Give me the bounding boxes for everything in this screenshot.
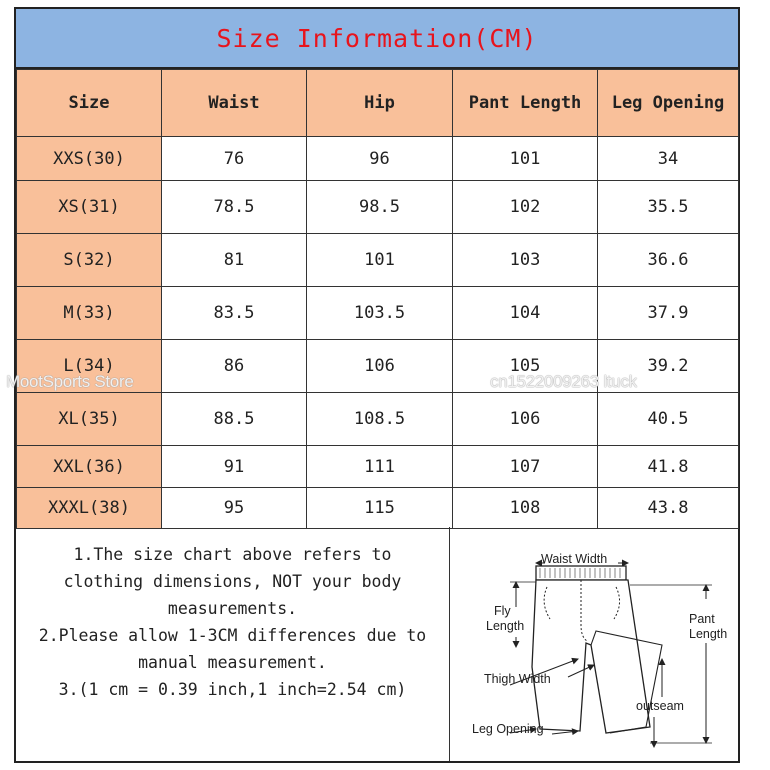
leg-opening-label: Leg Opening — [472, 722, 544, 736]
header-pant-length: Pant Length — [453, 70, 598, 137]
note-3: 3.(1 cm = 0.39 inch,1 inch=2.54 cm) — [58, 680, 407, 699]
header-leg-opening: Leg Opening — [598, 70, 739, 137]
size-cell: XS(31) — [17, 181, 162, 234]
size-cell: M(33) — [17, 287, 162, 340]
table-row — [17, 234, 739, 287]
hip-cell: 108.5 — [307, 393, 453, 446]
leg-opening-cell: 36.6 — [598, 234, 739, 287]
pant-length-cell: 105 — [453, 340, 598, 393]
hip-cell: 101 — [307, 234, 453, 287]
table-row — [17, 446, 739, 488]
header-row — [17, 70, 739, 137]
hip-cell: 115 — [307, 488, 453, 529]
waist-cell: 86 — [162, 340, 307, 393]
pant-length-cell: 101 — [453, 137, 598, 181]
size-cell: XL(35) — [17, 393, 162, 446]
header-size: Size — [17, 70, 162, 137]
waist-cell: 76 — [162, 137, 307, 181]
hip-cell: 98.5 — [307, 181, 453, 234]
watermark-right: cn1522009263 ltuck — [490, 372, 637, 391]
waist-cell: 83.5 — [162, 287, 307, 340]
hip-cell: 106 — [307, 340, 453, 393]
pants-diagram-svg — [450, 527, 738, 761]
pants-outline — [532, 580, 650, 733]
table-row — [17, 287, 739, 340]
size-cell: S(32) — [17, 234, 162, 287]
waistband-shape — [536, 566, 626, 580]
fly-length-label-1: Fly — [494, 604, 511, 618]
size-cell: XXS(30) — [17, 137, 162, 181]
leg-opening-cell: 35.5 — [598, 181, 739, 234]
watermark-left: MootSports Store — [6, 372, 134, 391]
header-hip: Hip — [307, 70, 453, 137]
pant-length-cell: 106 — [453, 393, 598, 446]
waist-cell: 91 — [162, 446, 307, 488]
pant-length-cell: 108 — [453, 488, 598, 529]
pant-length-cell: 104 — [453, 287, 598, 340]
waist-cell: 88.5 — [162, 393, 307, 446]
note-1: 1.The size chart above refers to clothing dimensions, NOT your body measurements. — [63, 545, 402, 618]
size-table — [16, 69, 739, 529]
size-cell: XXL(36) — [17, 446, 162, 488]
table-row — [17, 393, 739, 446]
pant-length-cell: 107 — [453, 446, 598, 488]
size-cell: L(34) — [17, 340, 162, 393]
waist-cell: 95 — [162, 488, 307, 529]
waist-cell: 81 — [162, 234, 307, 287]
leg-opening-cell: 40.5 — [598, 393, 739, 446]
pant-length-cell: 102 — [453, 181, 598, 234]
leg-opening-cell: 43.8 — [598, 488, 739, 529]
hip-cell: 96 — [307, 137, 453, 181]
table-row — [17, 488, 739, 529]
hip-cell: 103.5 — [307, 287, 453, 340]
table-row — [17, 137, 739, 181]
notes-panel — [16, 527, 450, 761]
header-waist: Waist — [162, 70, 307, 137]
waist-width-label: Waist Width — [541, 552, 608, 566]
table-row — [17, 181, 739, 234]
pants-measurement-diagram — [450, 527, 738, 761]
pant-length-label-2: Length — [689, 627, 728, 641]
fly-length-label-2: Length — [486, 619, 525, 633]
outseam-label: outseam — [636, 699, 684, 713]
title-bar — [16, 9, 738, 69]
leg-opening-cell: 41.8 — [598, 446, 739, 488]
chart-title: Size Information(CM) — [216, 23, 538, 53]
hip-cell: 111 — [307, 446, 453, 488]
pant-length-cell: 103 — [453, 234, 598, 287]
pant-length-label-1: Pant — [689, 612, 715, 626]
leg-opening-cell: 39.2 — [598, 340, 739, 393]
waist-cell: 78.5 — [162, 181, 307, 234]
note-2: 2.Please allow 1-3CM differences due to manual measurement. — [38, 626, 427, 672]
leg-opening-cell: 34 — [598, 137, 739, 181]
thigh-width-label: Thigh Width — [484, 672, 551, 686]
size-cell: XXXL(38) — [17, 488, 162, 529]
leg-opening-cell: 37.9 — [598, 287, 739, 340]
